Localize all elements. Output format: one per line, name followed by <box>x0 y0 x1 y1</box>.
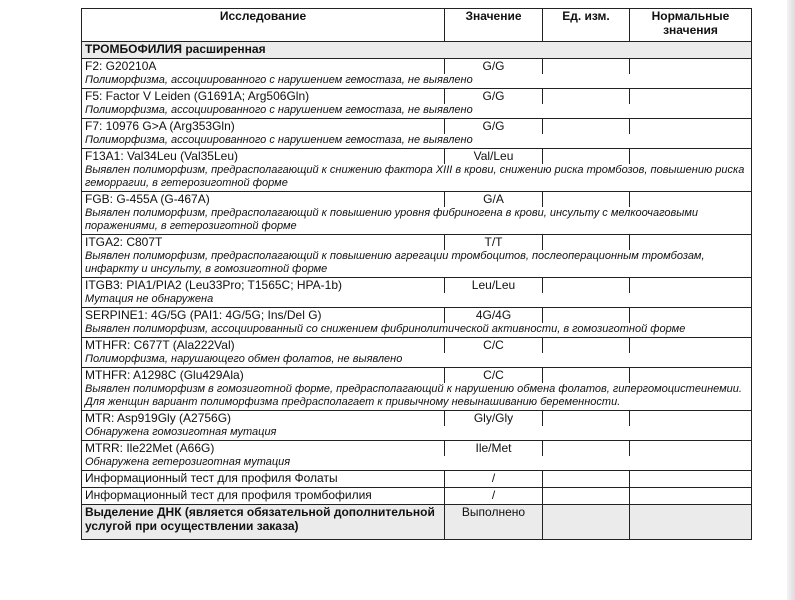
normal-cell <box>630 471 752 488</box>
info-row <box>82 488 752 505</box>
table-row <box>82 119 752 135</box>
test-value: G/G <box>445 59 543 75</box>
normal-cell <box>630 119 752 135</box>
test-value: Val/Leu <box>445 149 543 165</box>
unit-cell <box>543 368 630 384</box>
test-value: Ile/Met <box>445 441 543 457</box>
test-value: C/C <box>445 368 543 384</box>
dna-extraction-name: Выделение ДНК (является обязательной дополнительной услугой при осуществлении заказа) <box>82 505 445 540</box>
normal-cell <box>630 368 752 384</box>
table-row <box>82 441 752 457</box>
normal-cell <box>630 411 752 427</box>
table-row-note <box>82 456 752 471</box>
interpretation-note: Полиморфизма, ассоциированного с нарушением гемостаза, не выявлено <box>82 104 752 119</box>
test-name: F7: 10976 G>A (Arg353Gln) <box>82 119 445 135</box>
table-row <box>82 411 752 427</box>
normal-cell <box>630 505 752 540</box>
test-value: Gly/Gly <box>445 411 543 427</box>
test-value: G/G <box>445 89 543 105</box>
table-row <box>82 89 752 105</box>
unit-cell <box>543 89 630 105</box>
normal-cell <box>630 308 752 324</box>
info-test-value: / <box>445 471 543 488</box>
unit-cell <box>543 119 630 135</box>
interpretation-note: Выявлен полиморфизм в гомозиготной форме, предрасполагающий к нарушению обмена фолатов, гипергомоцистеинемии. Для женщин вариант полиморфизма предрасполагает к привычному невынашиванию беременности. <box>82 383 752 411</box>
normal-cell <box>630 278 752 294</box>
table-row-note <box>82 323 752 338</box>
header-study: Исследование <box>82 9 445 42</box>
table-row <box>82 235 752 251</box>
table-row-note <box>82 353 752 368</box>
table-row <box>82 149 752 165</box>
table-row-note <box>82 74 752 89</box>
normal-cell <box>630 441 752 457</box>
interpretation-note: Полиморфизма, ассоциированного с нарушением гемостаза, не выявлено <box>82 134 752 149</box>
test-name: SERPINE1: 4G/5G (PAI1: 4G/5G; Ins/Del G) <box>82 308 445 324</box>
normal-cell <box>630 192 752 208</box>
dna-extraction-value: Выполнено <box>445 505 543 540</box>
header-unit: Ед. изм. <box>543 9 630 42</box>
info-test-name: Информационный тест для профиля тромбофилия <box>82 488 445 505</box>
table-row-note <box>82 104 752 119</box>
normal-cell <box>630 149 752 165</box>
unit-cell <box>543 411 630 427</box>
normal-cell <box>630 338 752 354</box>
interpretation-note: Выявлен полиморфизм, ассоциированный со снижением фибринолитической активности, в гомозиготной форме <box>82 323 752 338</box>
normal-cell <box>630 235 752 251</box>
table-row <box>82 368 752 384</box>
table-row <box>82 192 752 208</box>
interpretation-note: Мутация не обнаружена <box>82 293 752 308</box>
table-row <box>82 59 752 75</box>
table-row-note <box>82 134 752 149</box>
info-test-name: Информационный тест для профиля Фолаты <box>82 471 445 488</box>
info-test-value: / <box>445 488 543 505</box>
unit-cell <box>543 505 630 540</box>
table-row-note <box>82 164 752 192</box>
unit-cell <box>543 488 630 505</box>
test-value: G/G <box>445 119 543 135</box>
results-table <box>81 8 752 540</box>
test-name: F2: G20210A <box>82 59 445 75</box>
section-row <box>82 42 752 59</box>
table-row <box>82 278 752 294</box>
unit-cell <box>543 441 630 457</box>
interpretation-note: Выявлен полиморфизм, предрасполагающий к повышению уровня фибриногена в крови, инсульту с мелкоочаговыми поражениями, в гетерозиготной форме <box>82 207 752 235</box>
interpretation-note: Выявлен полиморфизм, предрасполагающий к снижению фактора XIII в крови, снижению риска тромбозов, повышению риска геморрагии, в гетерозиготной форме <box>82 164 752 192</box>
test-value: C/C <box>445 338 543 354</box>
test-name: MTR: Asp919Gly (A2756G) <box>82 411 445 427</box>
table-row-note <box>82 207 752 235</box>
normal-cell <box>630 59 752 75</box>
unit-cell <box>543 471 630 488</box>
test-value: G/A <box>445 192 543 208</box>
test-name: F5: Factor V Leiden (G1691A; Arg506Gln) <box>82 89 445 105</box>
test-name: MTRR: Ile22Met (A66G) <box>82 441 445 457</box>
test-name: MTHFR: A1298C (Glu429Ala) <box>82 368 445 384</box>
table-row-note <box>82 250 752 278</box>
unit-cell <box>543 278 630 294</box>
unit-cell <box>543 308 630 324</box>
unit-cell <box>543 235 630 251</box>
interpretation-note: Обнаружена гомозиготная мутация <box>82 426 752 441</box>
test-name: MTHFR: C677T (Ala222Val) <box>82 338 445 354</box>
header-value: Значение <box>445 9 543 42</box>
table-row <box>82 308 752 324</box>
test-name: FGB: G-455A (G-467A) <box>82 192 445 208</box>
interpretation-note: Полиморфизма, нарушающего обмен фолатов, не выявлено <box>82 353 752 368</box>
info-row <box>82 471 752 488</box>
table-row <box>82 338 752 354</box>
header-normal: Нормальные значения <box>630 9 752 42</box>
table-row-note <box>82 293 752 308</box>
interpretation-note: Выявлен полиморфизм, предрасполагающий к повышению агрегации тромбоцитов, послеоперационным тромбозам, инфаркту и инсульту, в гомозиготной форме <box>82 250 752 278</box>
unit-cell <box>543 338 630 354</box>
dna-extraction-row <box>82 505 752 540</box>
interpretation-note: Обнаружена гетерозиготная мутация <box>82 456 752 471</box>
test-name: F13A1: Val34Leu (Val35Leu) <box>82 149 445 165</box>
test-value: 4G/4G <box>445 308 543 324</box>
unit-cell <box>543 59 630 75</box>
section-title: ТРОМБОФИЛИЯ расширенная <box>82 42 752 59</box>
table-row-note <box>82 426 752 441</box>
unit-cell <box>543 192 630 208</box>
unit-cell <box>543 149 630 165</box>
test-name: ITGA2: C807T <box>82 235 445 251</box>
page-edge <box>787 0 795 600</box>
test-name: ITGB3: PIA1/PIA2 (Leu33Pro; T1565C; HPA-1b) <box>82 278 445 294</box>
interpretation-note: Полиморфизма, ассоциированного с нарушением гемостаза, не выявлено <box>82 74 752 89</box>
table-row-note <box>82 383 752 411</box>
normal-cell <box>630 488 752 505</box>
table-header <box>82 9 752 42</box>
test-value: Leu/Leu <box>445 278 543 294</box>
normal-cell <box>630 89 752 105</box>
test-value: T/T <box>445 235 543 251</box>
